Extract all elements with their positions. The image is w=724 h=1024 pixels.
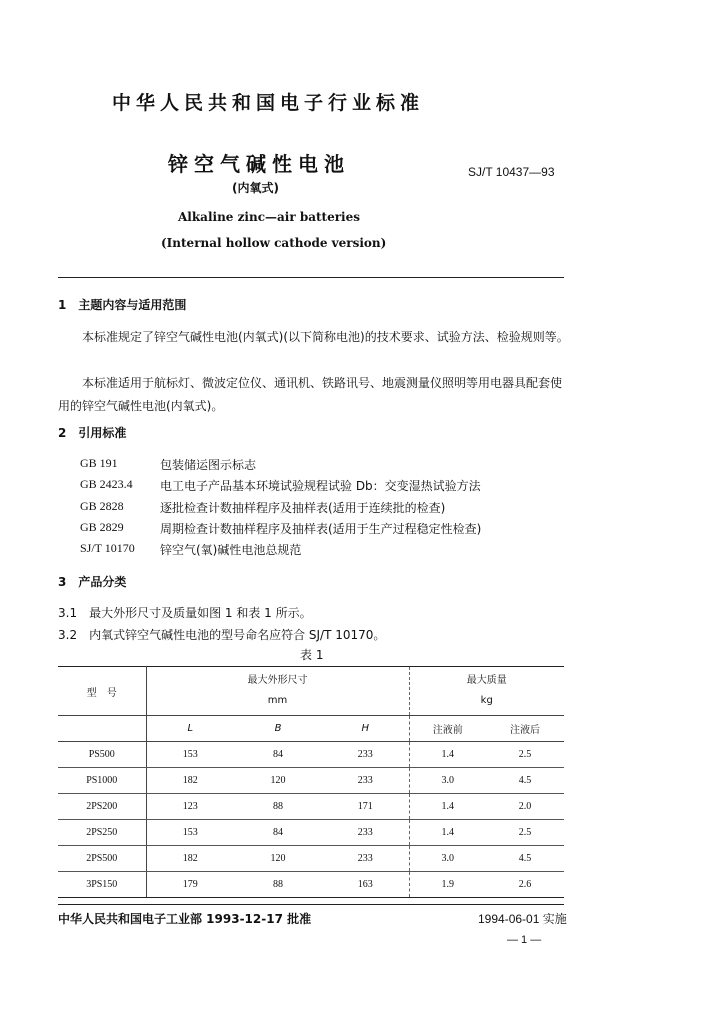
table-cell: 1.4 [409,820,486,846]
table-cell: 233 [322,820,409,846]
table-cell: 2.5 [486,820,564,846]
document-subtitle-en: (Internal hollow cathode version) [161,236,387,250]
table-cell: 3PS150 [58,872,146,898]
document-title-cn: 锌空气碱性电池 [168,152,350,176]
dimensions-header-label: 最大外形尺寸 [247,675,308,686]
mass-header [409,667,564,716]
table-cell: 182 [146,768,234,794]
mass-unit: kg [480,695,493,706]
table-cell: 233 [322,846,409,872]
reference-code: GB 191 [80,456,118,470]
column-header-before-fill: 注液前 [409,716,486,742]
section-1-heading: 1 主题内容与适用范围 [58,298,187,312]
table-cell: 2.6 [486,872,564,898]
table-cell: 4.5 [486,768,564,794]
dimensions-table [58,666,564,898]
table-cell: 179 [146,872,234,898]
table-cell: 88 [234,794,322,820]
table-row [58,794,564,820]
table-cell: 163 [322,872,409,898]
table-cell: 153 [146,820,234,846]
clause-3-2: 3.2 内氧式锌空气碱性电池的型号命名应符合 SJ/T 10170。 [58,628,386,642]
table-cell: 2PS250 [58,820,146,846]
section-1-paragraph-1: 本标准规定了锌空气碱性电池(内氧式)(以下简称电池)的技术要求、试验方法、检验规则等。 [82,330,569,344]
column-header-after-fill: 注液后 [486,716,564,742]
column-header-l: L [146,716,234,742]
table-cell: 120 [234,768,322,794]
table-cell: 1.4 [409,742,486,768]
dimensions-unit: mm [267,695,288,706]
section-3-heading: 3 产品分类 [58,575,127,589]
table-row [58,872,564,898]
table-cell: 1.9 [409,872,486,898]
table-cell: 120 [234,846,322,872]
table-row [58,820,564,846]
reference-title: 电工电子产品基本环境试验规程试验 Db：交变湿热试验方法 [160,479,481,493]
table-row [58,846,564,872]
reference-code: GB 2423.4 [80,477,133,491]
table-cell: 1.4 [409,794,486,820]
reference-title: 包装储运图示标志 [160,458,257,472]
table-cell: 182 [146,846,234,872]
document-subtitle-cn: (内氧式) [232,181,279,195]
table-cell: 2.0 [486,794,564,820]
table-cell: 171 [322,794,409,820]
effective-date: 1994-06-01 实施 [478,912,567,926]
dimensions-header [146,667,409,716]
reference-title: 逐批检查计数抽样程序及抽样表(适用于连续批的检查) [160,501,446,515]
model-header: 型 号 [58,667,146,716]
document-title-en: Alkaline zinc—air batteries [178,210,361,224]
column-header-b: B [234,716,322,742]
table-cell: 3.0 [409,846,486,872]
table-cell: 123 [146,794,234,820]
model-header-spacer [58,716,146,742]
table-row [58,768,564,794]
table-cell: PS1000 [58,768,146,794]
table-cell: 153 [146,742,234,768]
clause-3-1: 3.1 最大外形尺寸及质量如图 1 和表 1 所示。 [58,606,312,620]
table-cell: 88 [234,872,322,898]
reference-code: GB 2829 [80,520,124,534]
table-cell: 2.5 [486,742,564,768]
table-cell: PS500 [58,742,146,768]
approval-date: 中华人民共和国电子工业部 1993-12-17 批准 [58,912,312,926]
table-cell: 3.0 [409,768,486,794]
table-cell: 233 [322,742,409,768]
reference-code: SJ/T 10170 [80,541,135,555]
reference-code: GB 2828 [80,499,124,513]
table-row [58,742,564,768]
section-2-heading: 2 引用标准 [58,426,127,440]
column-header-h: H [322,716,409,742]
standard-number: SJ/T 10437—93 [468,165,555,179]
reference-title: 锌空气(氧)碱性电池总规范 [160,543,302,557]
section-1-paragraph-2: 本标准适用于航标灯、微波定位仪、通讯机、铁路讯号、地震测量仪照明等用电器具配套使用的锌空气碱性电池(内氧式)。 [58,376,563,413]
mass-header-label: 最大质量 [466,675,507,686]
table-cell: 2PS200 [58,794,146,820]
footer-divider [58,904,564,905]
page-number: — 1 — [507,934,542,946]
table-cell: 84 [234,820,322,846]
table-caption: 表 1 [300,648,324,662]
table-cell: 84 [234,742,322,768]
table-cell: 233 [322,768,409,794]
industry-standard-heading: 中华人民共和国电子行业标准 [112,92,425,114]
table-cell: 2PS500 [58,846,146,872]
reference-title: 周期检查计数抽样程序及抽样表(适用于生产过程稳定性检查) [160,522,482,536]
table-cell: 4.5 [486,846,564,872]
header-divider [58,277,564,278]
